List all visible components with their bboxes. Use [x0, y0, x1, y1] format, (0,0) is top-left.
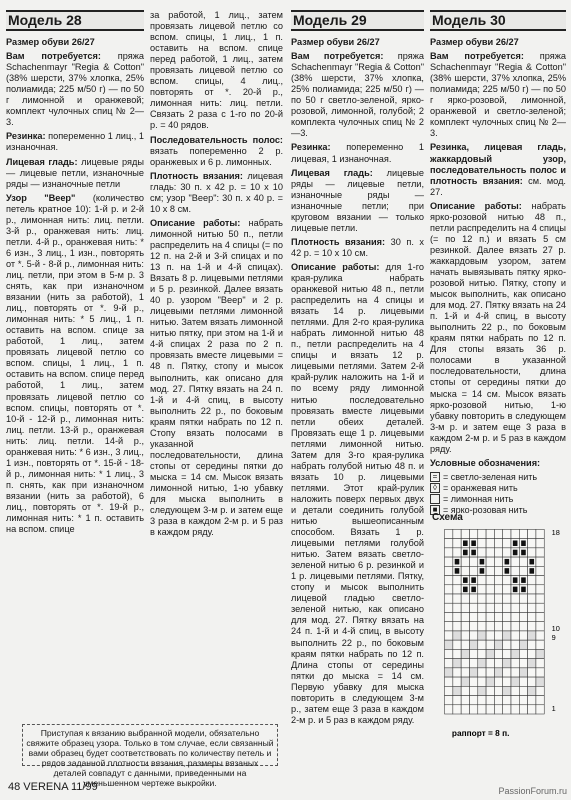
scheme-cell	[511, 659, 519, 668]
model-30-size: Размер обуви 26/27	[430, 37, 519, 48]
scheme-cell	[536, 659, 544, 668]
scheme-cell	[478, 622, 486, 631]
scheme-cell	[536, 622, 544, 631]
scheme-cell	[445, 677, 453, 686]
scheme-cell	[536, 705, 544, 714]
scheme-cell	[486, 539, 494, 548]
scheme-cell	[536, 566, 544, 575]
scheme-cell	[536, 677, 544, 686]
scheme-cell	[461, 529, 469, 538]
scheme-cell	[528, 705, 536, 714]
scheme-cell	[478, 649, 486, 658]
scheme-cell	[445, 622, 453, 631]
scheme-cell	[511, 557, 519, 566]
knitting-scheme-chart	[428, 522, 570, 762]
scheme-cell	[486, 705, 494, 714]
scheme-cell	[461, 566, 469, 575]
scheme-dot	[480, 568, 485, 574]
scheme-cell	[528, 686, 536, 695]
scheme-dot	[513, 550, 518, 556]
scheme-cell	[461, 622, 469, 631]
scheme-cell	[536, 631, 544, 640]
scheme-cell	[445, 576, 453, 585]
scheme-cell	[494, 686, 502, 695]
scheme-cell	[469, 649, 477, 658]
scheme-cell	[478, 548, 486, 557]
row-number: 1	[551, 704, 556, 714]
scheme-cell	[536, 539, 544, 548]
scheme-cell	[445, 640, 453, 649]
page-footer: 48 VERENA 11/99	[8, 781, 98, 793]
scheme-cell	[494, 566, 502, 575]
scheme-cell	[445, 612, 453, 621]
scheme-cell	[503, 529, 511, 538]
model-29-title: Модель 29	[291, 10, 424, 31]
scheme-cell	[519, 594, 527, 603]
scheme-cell	[511, 529, 519, 538]
scheme-dot	[463, 540, 468, 546]
scheme-dot	[471, 550, 476, 556]
row-number: 10	[551, 623, 560, 633]
scheme-cell	[519, 677, 527, 686]
scheme-cell	[478, 585, 486, 594]
model-28-column-cont	[150, 10, 283, 541]
scheme-cell	[478, 677, 486, 686]
scheme-dot	[521, 550, 526, 556]
scheme-cell	[469, 677, 477, 686]
scheme-cell	[478, 603, 486, 612]
scheme-cell	[486, 659, 494, 668]
scheme-cell	[494, 705, 502, 714]
scheme-cell	[478, 594, 486, 603]
scheme-cell	[494, 677, 502, 686]
scheme-cell	[445, 705, 453, 714]
legend	[430, 472, 566, 516]
scheme-cell	[453, 585, 461, 594]
scheme-cell	[478, 539, 486, 548]
scheme-cell	[494, 594, 502, 603]
scheme-cell	[503, 677, 511, 686]
scheme-cell	[445, 696, 453, 705]
scheme-cell	[528, 539, 536, 548]
legend-symbol: ■	[430, 505, 440, 515]
model-30-description: Описание работы: набрать ярко-розовой нитью 48 п., петли распределить на 4 спицы (= по 12 п.) и вязать 5 см резинкой. Далее вязать 27 р. жаккардовым узором, затем начать вывязывать пятку ярко-розовой нитью. Пятку, стопу и мысок выполнить, как описано для мод. 27. Пятку вязать на 24 п. 1-й и 4-й спиц, в высоту выполнить 22 р., по боковым краям пятки набрать по 12 п. Для стопы вязать 36 р. полосами в указанной последовательности, длина стопы от середины пятки до мыска = 14 см. Мысок вязать ярко-розовой нитью, 1-ю убавку повторить в следующем 3-м р. и затем еще 3 раза в каждом 2-м р. и 5 раз в каждом ряду.	[430, 200, 566, 454]
scheme-dot	[529, 559, 534, 565]
legend-item: ◊ = оранжевая нить	[430, 483, 566, 494]
scheme-cell	[503, 659, 511, 668]
model-30-materials: Вам потребуется: пряжа Schachenmayr "Regia & Cotton" (38% шерсти, 37% хлопка, 25% полиамида; 225 м/50 г) — по 50 г ярко-розовой, лимонной, оранжевой и светло-зеленой; комплект чулочных спиц № 2—3.	[430, 51, 566, 139]
legend-symbol	[430, 494, 440, 504]
model-28-fan-cont: за работой, 1 лиц., затем провязать лицевой петлю со вспом. спицы, 1 лиц., 1 п. оставить на вспом. спице перед работой, 1 лиц., затем провязать лицевой петлю со вспом. спицы, 4 лиц., повторять от *. 20-й р., лимонная нить: лиц. петли. Связать 2 раза с 1-го по 20-й р. = 40 рядов.	[150, 10, 283, 131]
scheme-cell	[486, 677, 494, 686]
scheme-cell	[511, 677, 519, 686]
scheme-cell	[519, 631, 527, 640]
scheme-cell	[503, 668, 511, 677]
scheme-cell	[461, 677, 469, 686]
model-28-density: Плотность вязания: лицевая гладь: 30 п. x 42 р. = 10 x 10 см; узор "Веер": 30 п. x 40 р. = 10 x 8 см.	[150, 170, 283, 214]
scheme-cell	[503, 640, 511, 649]
model-28-materials: Вам потребуется: пряжа Schachenmayr "Regia & Cotton" (38% шерсти, 37% хлопка, 25% полиамида; 225 м/50 г) — по 50 г лимонной и оранжевой; комплект чулочных спиц № 2—3.	[6, 51, 144, 128]
scheme-cell	[469, 640, 477, 649]
scheme-cell	[469, 566, 477, 575]
scheme-dot	[513, 540, 518, 546]
scheme-cell	[453, 649, 461, 658]
scheme-cell	[503, 631, 511, 640]
model-29-density: Плотность вязания: 30 п. x 42 р. = 10 x 10 см.	[291, 236, 424, 258]
legend-symbol: ◊	[430, 483, 440, 493]
scheme-cell	[494, 649, 502, 658]
model-29-column	[291, 10, 424, 729]
scheme-dot	[455, 568, 460, 574]
scheme-dot	[463, 577, 468, 583]
scheme-cell	[478, 631, 486, 640]
scheme-dot	[521, 540, 526, 546]
row-number: 18	[551, 527, 560, 537]
scheme-cell	[461, 686, 469, 695]
scheme-dot	[505, 559, 510, 565]
scheme-cell	[453, 622, 461, 631]
legend-symbol: =	[430, 472, 440, 482]
scheme-label: Схема	[432, 512, 463, 523]
scheme-cell	[503, 686, 511, 695]
scheme-cell	[511, 594, 519, 603]
scheme-cell	[486, 548, 494, 557]
scheme-dot	[521, 577, 526, 583]
scheme-cell	[536, 612, 544, 621]
scheme-cell	[519, 649, 527, 658]
scheme-cell	[461, 668, 469, 677]
scheme-cell	[519, 640, 527, 649]
scheme-cell	[511, 622, 519, 631]
scheme-cell	[478, 659, 486, 668]
scheme-cell	[486, 686, 494, 695]
scheme-cell	[478, 686, 486, 695]
scheme-cell	[528, 668, 536, 677]
scheme-cell	[511, 612, 519, 621]
scheme-cell	[511, 640, 519, 649]
scheme-cell	[453, 529, 461, 538]
scheme-cell	[528, 631, 536, 640]
legend-item: ■ = ярко-розовая нить	[430, 505, 566, 516]
scheme-cell	[528, 594, 536, 603]
scheme-cell	[494, 548, 502, 557]
scheme-cell	[494, 539, 502, 548]
scheme-cell	[528, 622, 536, 631]
scheme-cell	[461, 557, 469, 566]
scheme-cell	[503, 539, 511, 548]
scheme-cell	[486, 612, 494, 621]
scheme-cell	[478, 696, 486, 705]
scheme-dot	[529, 568, 534, 574]
scheme-dot	[521, 587, 526, 593]
scheme-cell	[536, 686, 544, 695]
scheme-cell	[486, 594, 494, 603]
scheme-dot	[471, 577, 476, 583]
model-30-pattern-ref: Резинка, лицевая гладь, жаккардовый узор, последовательность полос и плотность вязания: см. мод. 27.	[430, 142, 566, 197]
scheme-cell	[453, 539, 461, 548]
scheme-cell	[511, 668, 519, 677]
scheme-cell	[453, 603, 461, 612]
scheme-cell	[519, 659, 527, 668]
scheme-cell	[494, 640, 502, 649]
scheme-cell	[445, 548, 453, 557]
scheme-cell	[528, 603, 536, 612]
scheme-dot	[513, 587, 518, 593]
scheme-cell	[486, 640, 494, 649]
scheme-cell	[536, 594, 544, 603]
scheme-cell	[469, 631, 477, 640]
scheme-grid	[445, 529, 545, 714]
model-28-size: Размер обуви 26/27	[6, 37, 95, 48]
scheme-cell	[469, 696, 477, 705]
scheme-cell	[445, 631, 453, 640]
scheme-dot	[463, 587, 468, 593]
scheme-cell	[528, 659, 536, 668]
scheme-cell	[536, 529, 544, 538]
scheme-cell	[519, 557, 527, 566]
scheme-cell	[519, 612, 527, 621]
scheme-cell	[536, 576, 544, 585]
scheme-cell	[528, 640, 536, 649]
scheme-cell	[453, 640, 461, 649]
scheme-dot	[505, 568, 510, 574]
scheme-cell	[461, 603, 469, 612]
model-29-description: Описание работы: для 1-го края-рулика набрать оранжевой нитью 48 п., петли распределить на 4 спицы и вязать 14 р. лицевыми петлями. Для 2-го края-рулика набрать лимонной нитью 48 п., петли распределить на 4 спицы и вязать 12 р. лицевыми петлями. Затем 2-й край-рулик наложить на 1-й и по всему ряду лимонной нитью последовательно провязать вместе лицевыми петли обеих деталей. Провязать еще 1 р. лицевыми петлями лимонной нитью. Затем для 3-го края-рулика набрать голубой нитью 48 п. и вязать 10 р. лицевыми петлями. Этот край-рулик наложить поверх первых двух и детали соединить голубой нитью вышеописанным способом. Вязать 1 р. лицевыми петлями голубой нитью. Затем вязать светло-зеленой нитью 6 р. резинкой и 1 р. лицевыми петлями. Пятку, стопу и мысок выполнить лицевой гладью светло-зеленой нитью, как описано для мод. 27. Пятку вязать на 24 п. 1-й и 4-й спиц, в высоту выполнить 22 р., по боковым краям пятки набрать по 12 п. Длина стопы от середины пятки до мыска = 14 см. Первую убавку для мыска повторить в следующем 3-м р., затем еще 3 раза в каждом 2-м р. и 5 раз в каждом ряду.	[291, 261, 424, 725]
scheme-cell	[519, 686, 527, 695]
scheme-cell	[453, 548, 461, 557]
scheme-cell	[536, 696, 544, 705]
scheme-cell	[461, 640, 469, 649]
scheme-cell	[503, 594, 511, 603]
scheme-cell	[461, 612, 469, 621]
model-28-fan-pattern: Узор "Веер" (количество петель кратное 10): 1-й р. и 2-й р., лимонная нить: лиц. петли. 3-й р., оранжевая нить: лиц. петли. 4-й р., оранжевая нить: * 6 изн., 3 лиц., 1 изн., повторять от *. 5-й - 8-й р., лимонная нить: лиц. петли, при этом в 5-м р. 3 снять, как при изнаночном вязании (нить за работой), 1 лиц., повторять от *. 9-й р., лимонная нить: * 5 лиц., 1 п. оставить на вспом. спице за работой, 1 лиц., затем провязать лицевой петлю со вспом. спицы, 1 лиц., 1 п. оставить на вспом. спице перед работой, 1 лиц., затем провязать лицевой петлю со вспом. спицы, повторять от *. 10-й - 12-й р., лимонная нить: лиц. петли. 13-й р., оранжевая нить: лиц. петли. 14-й р., оранжевая нить: * 6 изн., 3 лиц., 1 изн., повторять от *. 15-й - 18-й р., лимонная нить: * 1 лиц., 3 п. снять, как при изнаночном вязании (нить за работой), 6 лиц., повторять от *. 19-й р., лимонная нить: * 1 п. оставить на вспом. спице	[6, 192, 144, 535]
scheme-cell	[528, 696, 536, 705]
scheme-cell	[486, 529, 494, 538]
scheme-cell	[519, 668, 527, 677]
watermark: PassionForum.ru	[498, 786, 567, 796]
scheme-cell	[486, 585, 494, 594]
scheme-cell	[519, 622, 527, 631]
scheme-cell	[486, 631, 494, 640]
scheme-cell	[519, 696, 527, 705]
scheme-cell	[469, 594, 477, 603]
scheme-cell	[445, 659, 453, 668]
scheme-cell	[469, 557, 477, 566]
scheme-cell	[486, 696, 494, 705]
scheme-cell	[478, 640, 486, 649]
scheme-cell	[536, 603, 544, 612]
scheme-cell	[478, 705, 486, 714]
scheme-cell	[445, 603, 453, 612]
scheme-cell	[503, 585, 511, 594]
scheme-cell	[445, 539, 453, 548]
scheme-cell	[453, 668, 461, 677]
scheme-cell	[461, 631, 469, 640]
scheme-cell	[469, 622, 477, 631]
scheme-cell	[469, 659, 477, 668]
scheme-cell	[453, 576, 461, 585]
scheme-cell	[519, 603, 527, 612]
scheme-dot	[471, 587, 476, 593]
scheme-cell	[445, 566, 453, 575]
scheme-cell	[511, 705, 519, 714]
scheme-cell	[503, 612, 511, 621]
scheme-cell	[494, 557, 502, 566]
scheme-cell	[445, 594, 453, 603]
scheme-cell	[453, 677, 461, 686]
model-28-description: Описание работы: набрать лимонной нитью 50 п., петли распределить на 4 спицы (= по 12 п. на 2-й и 3-й спицах и по 13 п. на 1-й и 4-й спицах). Вязать 8 р. лицевыми петлями и 5 р. резинкой. Далее вязать 40 р. узором "Веер" и 2 р. лицевыми петлями лимонной нитью. Затем вязать лимонной нитью пятку, при этом на 1-й и 4-й спицах 2 раза по 2 п. провязать вместе лицевыми = 48 п. Пятку, стопу и мысок выполнить, как описано для мод. 27. Пятку вязать на 24 п. 1-й и 4-й спиц, в высоту выполнить 22 р., по боковым краям пятки набрать по 12 п. Стопу вязать полосами в указанной последовательности, длина стопы от середины пятки до мыска = 14 см. Мысок вязать лимонной нитью, 1-ю убавку для мыска выполнить в следующем 3-м р. и затем еще 3 раза в каждом 2-м р. и 5 раз в каждом ряду.	[150, 217, 283, 538]
scheme-cell	[445, 686, 453, 695]
scheme-cell	[478, 576, 486, 585]
scheme-cell	[528, 529, 536, 538]
scheme-dot	[480, 559, 485, 565]
scheme-cell	[486, 668, 494, 677]
model-29-size: Размер обуви 26/27	[291, 37, 380, 48]
scheme-cell	[519, 566, 527, 575]
scheme-cell	[536, 640, 544, 649]
scheme-cell	[445, 529, 453, 538]
scheme-cell	[511, 649, 519, 658]
scheme-cell	[536, 557, 544, 566]
scheme-cell	[461, 649, 469, 658]
model-28-rib: Резинка: попеременно 1 лиц., 1 изнаночная.	[6, 131, 144, 153]
scheme-cell	[503, 705, 511, 714]
model-29-materials: Вам потребуется: пряжа Schachenmayr "Regia & Cotton" (38% шерсти, 37% хлопка, 25% полиамида; 225 м/50 г) — по 50 г светло-зеленой, ярко-розовой, лимонной, голубой; 2 комплекта чулочных спиц № 2—3.	[291, 51, 424, 139]
scheme-cell	[494, 622, 502, 631]
scheme-cell	[528, 649, 536, 658]
scheme-cell	[503, 696, 511, 705]
scheme-cell	[494, 696, 502, 705]
scheme-cell	[503, 649, 511, 658]
scheme-cell	[519, 705, 527, 714]
scheme-cell	[469, 705, 477, 714]
legend-item: = лимонная нить	[430, 494, 566, 505]
scheme-cell	[511, 696, 519, 705]
scheme-cell	[536, 548, 544, 557]
model-28-title: Модель 28	[6, 10, 144, 31]
scheme-cell	[494, 659, 502, 668]
scheme-cell	[536, 668, 544, 677]
scheme-cell	[453, 659, 461, 668]
scheme-cell	[536, 649, 544, 658]
scheme-cell	[453, 686, 461, 695]
scheme-cell	[486, 557, 494, 566]
scheme-cell	[528, 612, 536, 621]
scheme-dot	[455, 559, 460, 565]
scheme-cell	[503, 622, 511, 631]
scheme-cell	[478, 529, 486, 538]
scheme-cell	[461, 659, 469, 668]
scheme-cell	[503, 548, 511, 557]
scheme-cell	[453, 612, 461, 621]
scheme-cell	[478, 668, 486, 677]
scheme-dot	[471, 540, 476, 546]
scheme-cell	[486, 576, 494, 585]
scheme-cell	[486, 649, 494, 658]
legend-item: = = светло-зеленая нить	[430, 472, 566, 483]
scheme-cell	[453, 594, 461, 603]
scheme-cell	[503, 603, 511, 612]
scheme-cell	[469, 529, 477, 538]
gauge-notice-text: Приступая к вязанию выбранной модели, обязательно свяжите образец узора. Только в том случае, если связанный вами образец будет соответствовать по количеству петель и рядов заданной плотности вязания, размеры вязаных деталей совпадут с данными, приведенными на уменьшенном чертеже выкройки.	[22, 724, 278, 766]
scheme-cell	[536, 585, 544, 594]
scheme-dot	[463, 550, 468, 556]
scheme-cell	[445, 668, 453, 677]
scheme-cell	[478, 612, 486, 621]
model-30-title: Модель 30	[430, 10, 566, 31]
row-number: 9	[551, 633, 556, 643]
scheme-cell	[528, 585, 536, 594]
scheme-cell	[519, 529, 527, 538]
scheme-cell	[528, 677, 536, 686]
scheme-cell	[494, 612, 502, 621]
scheme-cell	[494, 529, 502, 538]
scheme-cell	[469, 612, 477, 621]
scheme-cell	[511, 686, 519, 695]
scheme-cell	[453, 631, 461, 640]
scheme-cell	[461, 705, 469, 714]
scheme-cell	[461, 696, 469, 705]
model-30-column	[430, 10, 566, 516]
scheme-cell	[445, 557, 453, 566]
scheme-cell	[528, 576, 536, 585]
scheme-cell	[494, 576, 502, 585]
scheme-cell	[511, 631, 519, 640]
scheme-cell	[486, 603, 494, 612]
scheme-cell	[469, 668, 477, 677]
scheme-cell	[494, 585, 502, 594]
model-29-stockinette: Лицевая гладь: лицевые ряды — лицевые петли, изнаночные ряды — изнаночные петли; при круговом вязании — только лицевые петли.	[291, 167, 424, 233]
scheme-cell	[511, 566, 519, 575]
scheme-cell	[445, 649, 453, 658]
model-28-column	[6, 10, 144, 538]
scheme-cell	[486, 566, 494, 575]
scheme-cell	[494, 668, 502, 677]
legend-title: Условные обозначения:	[430, 457, 541, 468]
scheme-cell	[445, 585, 453, 594]
scheme-cell	[503, 576, 511, 585]
model-28-stockinette: Лицевая гладь: лицевые ряды — лицевые петли, изнаночные ряды — изнаночные петли	[6, 156, 144, 189]
scheme-cell	[494, 603, 502, 612]
scheme-cell	[453, 705, 461, 714]
scheme-cell	[494, 631, 502, 640]
scheme-cell	[461, 594, 469, 603]
scheme-cell	[453, 696, 461, 705]
model-29-rib: Резинка: попеременно 1 лицевая, 1 изнаночная.	[291, 142, 424, 164]
scheme-cell	[469, 603, 477, 612]
scheme-cell	[511, 603, 519, 612]
scheme-cell	[486, 622, 494, 631]
scheme-dot	[513, 577, 518, 583]
scheme-cell	[469, 686, 477, 695]
scheme-cell	[528, 548, 536, 557]
model-28-stripe-sequence: Последовательность полос: вязать попеременно 2 р. оранжевых и 6 р. лимонных.	[150, 134, 283, 167]
rapport-label: раппорт = 8 п.	[451, 728, 510, 739]
